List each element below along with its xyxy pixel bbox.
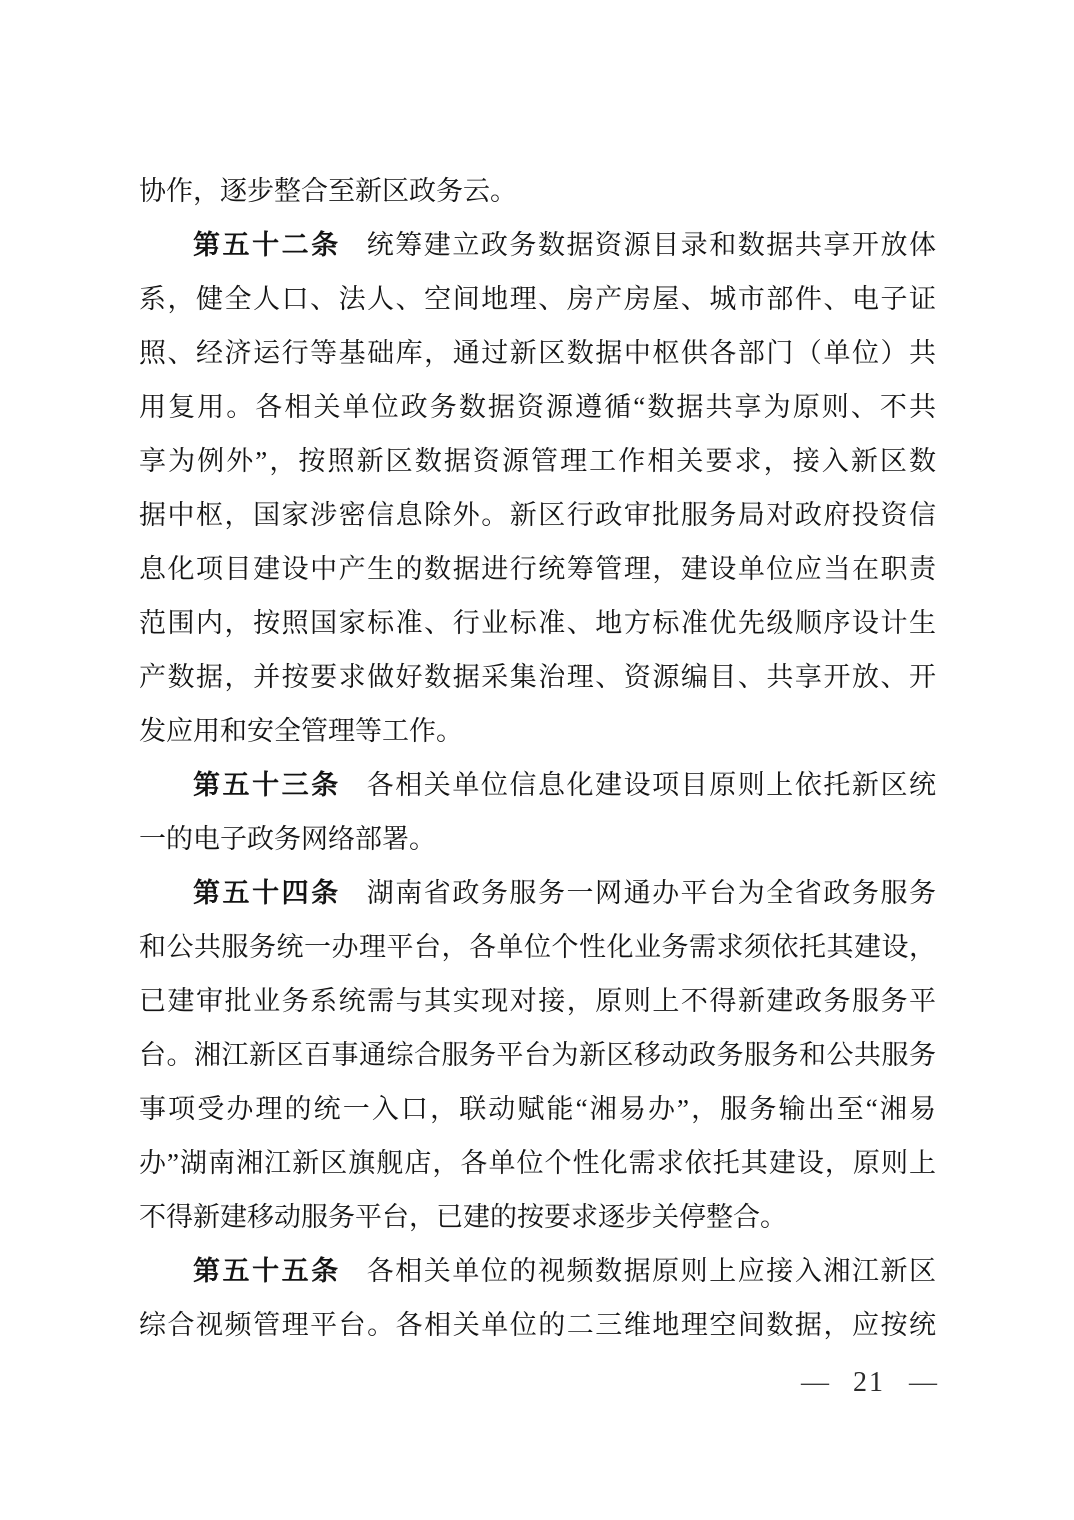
body-text: 各相关单位的视频数据原则上应接入湘江新区 <box>366 1256 937 1286</box>
body-text: 用复用。各相关单位政务数据资源遵循“数据共享为原则、不共 <box>139 392 936 422</box>
body-text: 协作，逐步整合至新区政务云。 <box>139 176 517 206</box>
body-text: 湖南省政务服务一网通办平台为全省政务服务 <box>366 878 937 908</box>
page-number <box>801 1366 937 1400</box>
body-text: 产数据，并按要求做好数据采集治理、资源编目、共享开放、开 <box>139 662 936 692</box>
text-line <box>139 380 936 434</box>
text-line <box>139 1082 936 1136</box>
body-text: 息化项目建设中产生的数据进行统筹管理，建设单位应当在职责 <box>139 554 936 584</box>
text-line <box>139 488 936 542</box>
text-line <box>139 272 936 326</box>
article-heading: 第五十五条 <box>193 1256 341 1286</box>
text-line <box>139 812 936 866</box>
text-line <box>139 1244 936 1298</box>
text-line <box>139 758 936 812</box>
body-text: 一的电子政务网络部署。 <box>139 824 436 854</box>
body-text: 各相关单位信息化建设项目原则上依托新区统 <box>366 770 937 800</box>
body-text: 系，健全人口、法人、空间地理、房产房屋、城市部件、电子证 <box>139 284 936 314</box>
text-line <box>139 974 936 1028</box>
body-text: 照、经济运行等基础库，通过新区数据中枢供各部门（单位）共 <box>139 338 936 368</box>
article-heading: 第五十三条 <box>193 770 341 800</box>
body-text: 事项受办理的统一入口，联动赋能“湘易办”，服务输出至“湘易 <box>139 1094 936 1124</box>
text-line <box>139 650 936 704</box>
text-line <box>139 1028 936 1082</box>
text-line <box>139 704 936 758</box>
body-text: 不得新建移动服务平台，已建的按要求逐步关停整合。 <box>139 1202 787 1232</box>
body-text: 办”湖南湘江新区旗舰店，各单位个性化需求依托其建设，原则上 <box>139 1148 936 1178</box>
body-text: 台。湘江新区百事通综合服务平台为新区移动政务服务和公共服务 <box>139 1040 936 1070</box>
text-line <box>139 596 936 650</box>
text-line <box>139 434 936 488</box>
text-line <box>139 326 936 380</box>
text-line <box>139 866 936 920</box>
body-text: 享为例外”，按照新区数据资源管理工作相关要求，接入新区数 <box>139 446 936 476</box>
body-text: 综合视频管理平台。各相关单位的二三维地理空间数据，应按统 <box>139 1310 936 1340</box>
body-text: 据中枢，国家涉密信息除外。新区行政审批服务局对政府投资信 <box>139 500 936 530</box>
document-body <box>139 164 936 1352</box>
text-line <box>139 1298 936 1352</box>
text-line <box>139 920 936 974</box>
text-line <box>139 218 936 272</box>
page-number-dash-left: — <box>801 1367 829 1398</box>
article-heading: 第五十四条 <box>193 878 341 908</box>
text-line <box>139 164 936 218</box>
text-line <box>139 542 936 596</box>
body-text: 范围内，按照国家标准、行业标准、地方标准优先级顺序设计生 <box>139 608 936 638</box>
text-line <box>139 1136 936 1190</box>
text-line <box>139 1190 936 1244</box>
article-heading: 第五十二条 <box>193 230 341 260</box>
body-text: 统筹建立政务数据资源目录和数据共享开放体 <box>366 230 937 260</box>
page-number-value: 21 <box>853 1367 885 1398</box>
body-text: 和公共服务统一办理平台，各单位个性化业务需求须依托其建设， <box>139 932 936 962</box>
body-text: 已建审批业务系统需与其实现对接，原则上不得新建政务服务平 <box>139 986 936 1016</box>
body-text: 发应用和安全管理等工作。 <box>139 716 463 746</box>
page-number-dash-right: — <box>909 1367 937 1398</box>
